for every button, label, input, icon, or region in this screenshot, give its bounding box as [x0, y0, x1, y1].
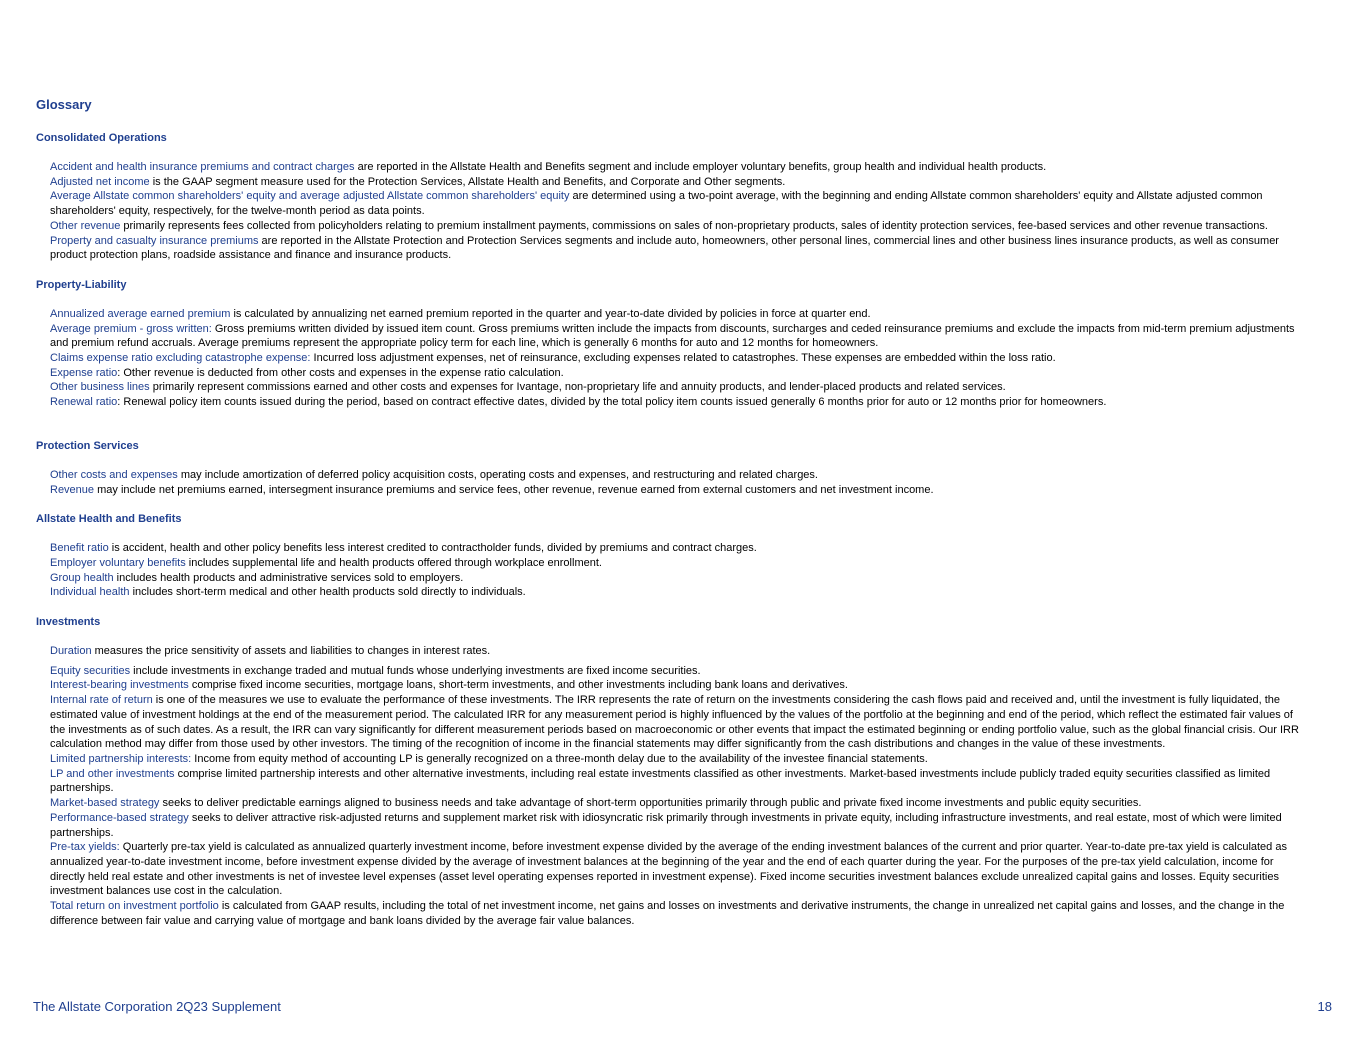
glossary-entry — [50, 752, 1302, 767]
glossary-definition: is calculated by annualizing net earned premium reported in the quarter and year-to-date divided by policies in force at quarter end. — [230, 307, 871, 320]
protection-services-entries — [50, 468, 1302, 497]
property-liability-entries — [50, 307, 1302, 410]
glossary-term: Other business lines — [50, 381, 150, 394]
glossary-term: Group health — [50, 571, 114, 584]
glossary-definition: includes health products and administrative services sold to employers. — [113, 571, 464, 584]
glossary-entry — [50, 307, 1302, 322]
glossary-definition: is calculated from GAAP results, including the total of net investment income, net gains and losses on investments and derivative instruments, the change in unrealized net capital gains and losses, and the change in the difference between fair value and carrying value of mortgage and bank loans divided by the average fair value balances. — [50, 900, 1285, 927]
glossary-term: Individual health — [50, 586, 130, 599]
section-heading-investments: Investments — [36, 616, 101, 629]
glossary-term: Performance-based strategy — [50, 811, 189, 824]
glossary-term: Other costs and expenses — [50, 468, 178, 481]
glossary-definition: measures the price sensitivity of assets and liabilities to changes in interest rates. — [91, 645, 491, 658]
investments-entries — [50, 644, 1302, 928]
glossary-entry — [50, 899, 1302, 928]
glossary-term: Renewal ratio — [50, 396, 118, 409]
glossary-entry — [50, 840, 1302, 899]
glossary-definition: may include net premiums earned, intersegment insurance premiums and service fees, other revenue, revenue earned from external customers and net investment income. — [94, 483, 934, 496]
glossary-entry — [50, 468, 1302, 483]
glossary-definition: includes supplemental life and health products offered through workplace enrollment. — [185, 556, 602, 569]
glossary-definition: seeks to deliver predictable earnings aligned to business needs and take advantage of short-term opportunities primarily through public and private fixed income investments and public equity securities. — [159, 797, 1142, 810]
glossary-term: Other revenue — [50, 219, 121, 232]
glossary-term: Employer voluntary benefits — [50, 556, 186, 569]
glossary-definition: comprise fixed income securities, mortgage loans, short-term investments, and other investments including bank loans and derivatives. — [188, 679, 848, 692]
glossary-entry — [50, 380, 1302, 395]
glossary-content — [36, 131, 1302, 928]
glossary-term: Revenue — [50, 483, 95, 496]
glossary-term: Average premium - gross written: — [50, 322, 212, 335]
glossary-definition: may include amortization of deferred policy acquisition costs, operating costs and expenses, and restructuring and related charges. — [177, 468, 818, 481]
glossary-entry — [50, 395, 1302, 410]
glossary-entry — [50, 644, 1302, 659]
consolidated-operations-entries — [50, 160, 1302, 263]
glossary-definition: Quarterly pre-tax yield is calculated as annualized quarterly investment income, before investment expense divided by the average of the ending investment balances of the current and prior quarter. Year-to-date pre-tax yield is calculated as annualized year-to-date investment income, before investment expense divided by the average of investment balances at the beginning of the year and the end of each quarter during the year. For the purposes of the pre-tax yield calculation, income for directly held real estate and other investments is net of investee level expenses (asset level operating expenses reported in investment expense). Fixed income securities investment balances exclude unrealized capital gains and losses. Equity securities investment balances use cost in the calculation. — [50, 841, 1287, 898]
glossary-entry — [50, 767, 1302, 796]
glossary-entry — [50, 189, 1302, 218]
glossary-term: Claims expense ratio excluding catastrophe expense: — [50, 352, 311, 365]
glossary-definition: primarily represent commissions earned and other costs and expenses for Ivantage, non-proprietary life and annuity products, and lender-placed products and related services. — [149, 381, 1006, 394]
glossary-entry — [50, 541, 1302, 556]
glossary-entry — [50, 234, 1302, 263]
glossary-definition: Gross premiums written divided by issued item count. Gross premiums written include the impacts from discounts, surcharges and ceded reinsurance premiums and exclude the impacts from mid-term premium adjustments and premium refund accruals. Average premiums represent the appropriate policy term for each line, which is generally 6 months for auto and 12 months for homeowners. — [50, 322, 1295, 350]
glossary-entry — [50, 571, 1302, 586]
page-title: Glossary — [36, 97, 92, 112]
glossary-definition: includes short-term medical and other health products sold directly to individuals. — [129, 586, 526, 599]
glossary-definition: is accident, health and other policy benefits less interest credited to contractholder funds, divided by premiums and contract charges. — [108, 542, 757, 555]
section-heading-allstate-health-and-benefits: Allstate Health and Benefits — [36, 513, 182, 526]
glossary-definition: are reported in the Allstate Health and Benefits segment and include employer voluntary benefits, group health and individual health products. — [354, 161, 1047, 173]
allstate-health-and-benefits-entries — [50, 541, 1302, 600]
glossary-entry — [50, 322, 1302, 351]
glossary-term: Accident and health insurance premiums and contract charges — [50, 161, 355, 173]
glossary-definition: primarily represents fees collected from policyholders relating to premium installment payments, commissions on sales of non-proprietary products, sales of identity protection services, fee-based services and other revenue transactions. — [120, 219, 1268, 232]
page-number: 18 — [1317, 999, 1332, 1014]
glossary-definition: comprise limited partnership interests and other alternative investments, including real estate investments classified as other investments. Market-based investments include publicly traded equity securities classified as limited partnerships. — [50, 767, 1271, 795]
glossary-entry — [50, 664, 1302, 679]
glossary-definition: include investments in exchange traded and mutual funds whose underlying investments are fixed income securities. — [130, 664, 701, 677]
glossary-definition: Income from equity method of accounting LP is generally recognized on a three-month delay due to the availability of the investee financial statements. — [191, 752, 928, 765]
section-heading-consolidated-operations: Consolidated Operations — [36, 132, 167, 144]
glossary-entry — [50, 796, 1302, 811]
glossary-definition: is the GAAP segment measure used for the Protection Services, Allstate Health and Benefits, and Corporate and Other segments. — [149, 175, 786, 188]
glossary-term: Adjusted net income — [50, 175, 150, 188]
footer-document-title: The Allstate Corporation 2Q23 Supplement — [33, 999, 281, 1014]
glossary-term: Total return on investment portfolio — [50, 900, 219, 913]
glossary-entry — [50, 693, 1302, 752]
glossary-entry — [50, 351, 1302, 366]
glossary-term: Expense ratio — [50, 366, 118, 379]
glossary-entry — [50, 585, 1302, 600]
glossary-entry — [50, 219, 1302, 234]
glossary-definition: is one of the measures we use to evaluate the performance of these investments. The IRR represents the rate of return on the investments considering the cash flows paid and received and, until the investment is fully liquidated, the estimated value of investment holdings at the end of the measurement period. The calculated IRR for any measurement period is highly influenced by the values of the portfolio at the beginning and end of the period, which reflect the estimated fair values of the investments as of such dates. As a result, the IRR can vary significantly for different measurement periods based on macroeconomic or other events that impact the estimated beginning or ending portfolio value, such as the global financial crisis. Our IRR calculation method may differ from those used by other investors. The timing of the recognition of income in the financial statements may differ significantly from the cash distributions and changes in the value of these investments. — [50, 694, 1299, 751]
section-heading-protection-services: Protection Services — [36, 439, 139, 452]
glossary-term: Limited partnership interests: — [50, 752, 192, 765]
glossary-entry — [50, 678, 1302, 693]
glossary-entry — [50, 366, 1302, 381]
glossary-term: Market-based strategy — [50, 797, 160, 810]
glossary-term: Interest-bearing investments — [50, 679, 189, 692]
glossary-term: Equity securities — [50, 664, 131, 677]
glossary-term: Annualized average earned premium — [50, 307, 231, 320]
glossary-definition: : Renewal policy item counts issued during the period, based on contract effective dates, divided by the total policy item counts issued generally 6 months prior for auto or 12 months prior for homeowners. — [117, 396, 1107, 409]
glossary-definition: are determined using a two-point average, with the beginning and ending Allstate common shareholders' equity and Allstate adjusted common shareholders' equity, respectively, for the twelve-month period as data points. — [50, 190, 1263, 218]
glossary-definition: seeks to deliver attractive risk-adjusted returns and supplement market risk with idiosyncratic risk primarily through investments in private equity, including infrastructure investments, and real estate, most of which were limited partnerships. — [50, 811, 1282, 839]
glossary-entry — [50, 160, 1302, 175]
glossary-term: LP and other investments — [50, 767, 175, 780]
glossary-term: Average Allstate common shareholders' equity and average adjusted Allstate common shareholders' equity — [50, 190, 570, 203]
glossary-term: Duration — [50, 645, 92, 658]
glossary-definition: Incurred loss adjustment expenses, net of reinsurance, excluding expenses related to catastrophes. These expenses are embedded within the loss ratio. — [310, 352, 1056, 365]
glossary-term: Benefit ratio — [50, 542, 109, 555]
glossary-term: Pre-tax yields: — [50, 841, 120, 854]
glossary-entry — [50, 811, 1302, 840]
glossary-entry — [50, 556, 1302, 571]
glossary-term: Property and casualty insurance premiums — [50, 234, 259, 247]
glossary-definition: are reported in the Allstate Protection and Protection Services segments and include auto, homeowners, other personal lines, commercial lines and other business lines insurance products, as well as consumer product protection plans, roadside assistance and finance and insurance products. — [50, 234, 1279, 262]
glossary-entry — [50, 483, 1302, 498]
glossary-entry — [50, 175, 1302, 190]
glossary-definition: : Other revenue is deducted from other costs and expenses in the expense ratio calculation. — [117, 366, 564, 379]
glossary-term: Internal rate of return — [50, 694, 153, 707]
section-heading-property-liability: Property-Liability — [36, 278, 127, 291]
